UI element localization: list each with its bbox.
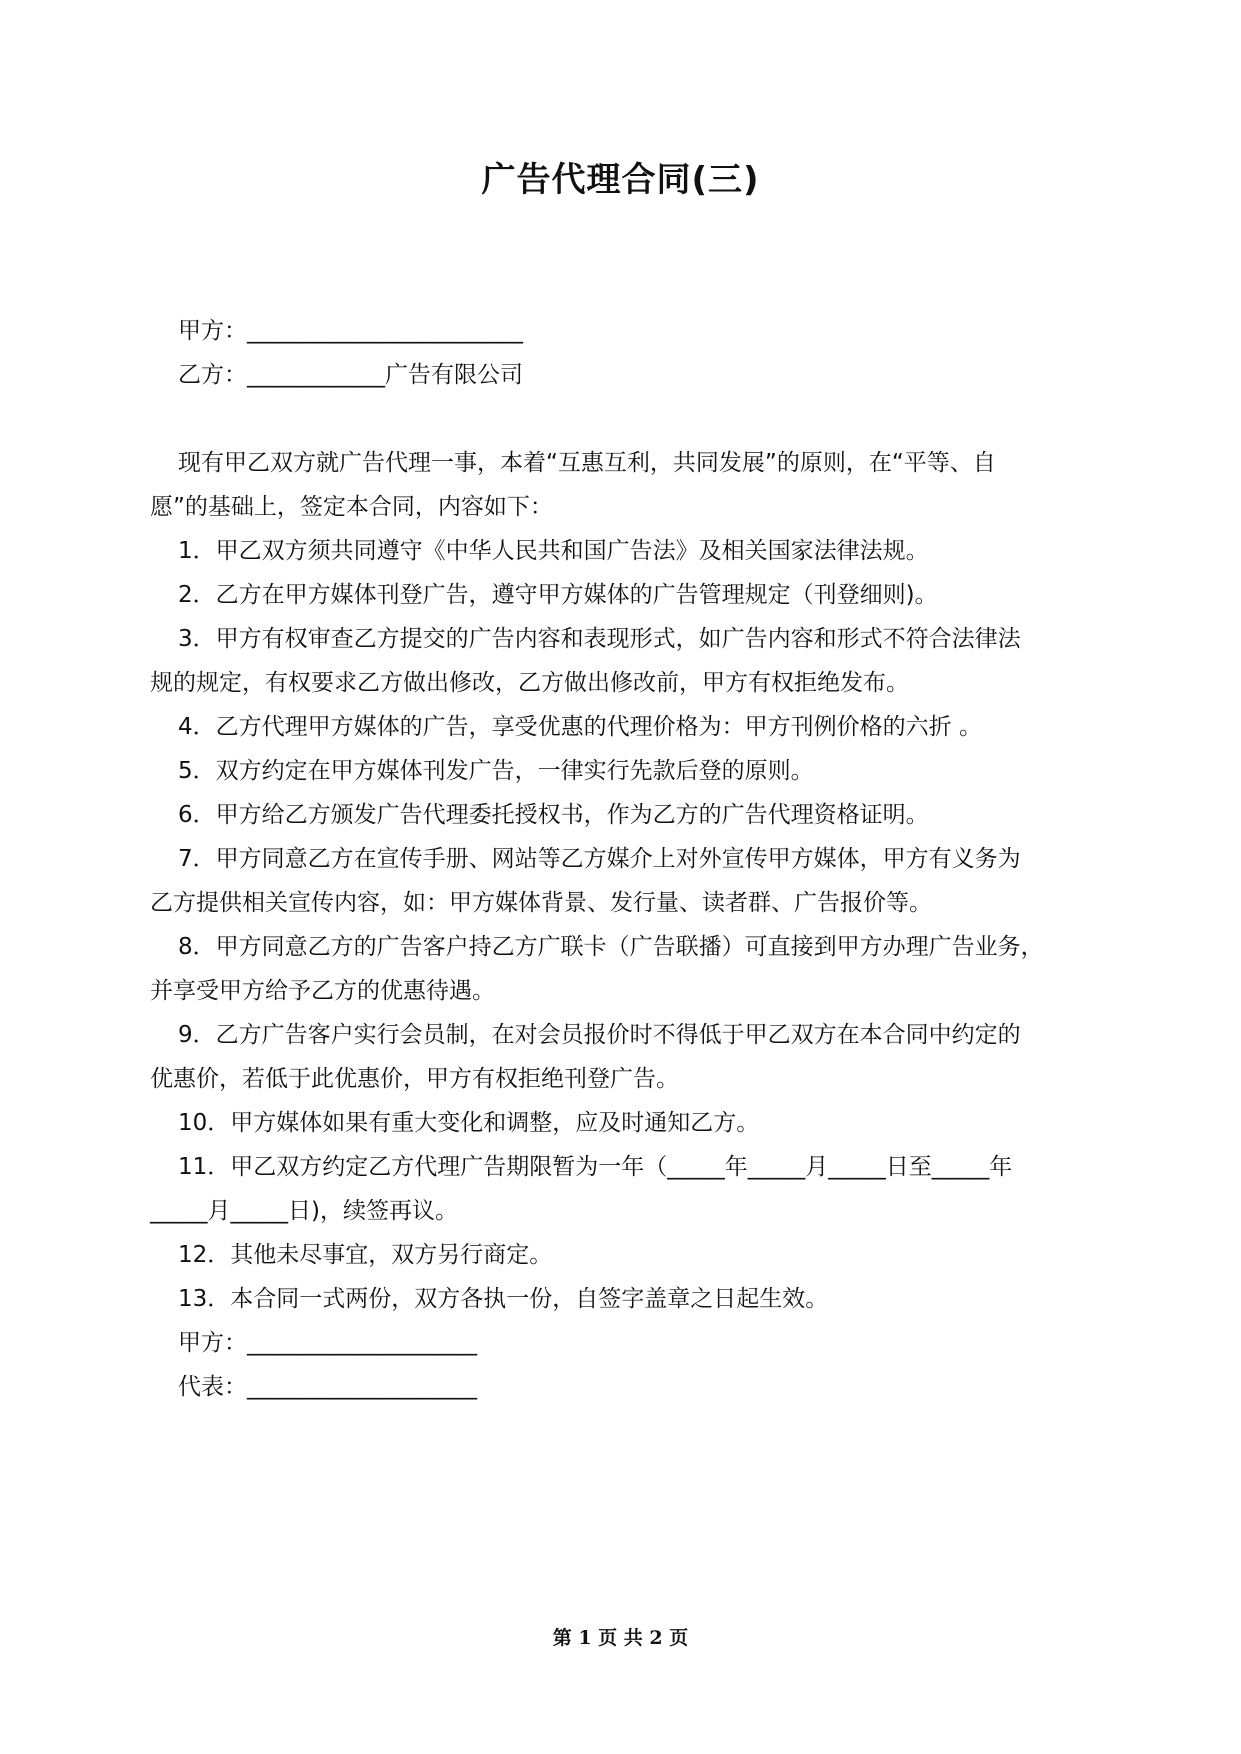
clause-7-line-2: 乙方提供相关宣传内容，如：甲方媒体背景、发行量、读者群、广告报价等。: [150, 890, 932, 916]
party-a-line: 甲方：________________________: [178, 318, 523, 344]
clause-10: 10．甲方媒体如果有重大变化和调整，应及时通知乙方。: [178, 1110, 760, 1136]
document-title: 广告代理合同(三): [481, 160, 760, 200]
intro-paragraph-line-2: 愿”的基础上，签定本合同，内容如下：: [150, 494, 553, 520]
clause-12: 12．其他未尽事宜，双方另行商定。: [178, 1242, 553, 1268]
clause-3-line-2: 规的规定，有权要求乙方做出修改，乙方做出修改前，甲方有权拒绝发布。: [150, 670, 909, 696]
clause-13: 13．本合同一式两份，双方各执一份，自签字盖章之日起生效。: [178, 1286, 829, 1312]
clause-11-line-1: 11．甲乙双方约定乙方代理广告期限暂为一年（_____年_____月_____日至_____年: [178, 1154, 1013, 1180]
intro-paragraph-line-1: 现有甲乙双方就广告代理一事，本着“互惠互利，共同发展”的原则，在“平等、自: [178, 450, 996, 476]
clause-3-line-1: 3．甲方有权审查乙方提交的广告内容和表现形式，如广告内容和形式不符合法律法: [178, 626, 1021, 652]
clause-11-line-2: _____月_____日)，续签再议。: [150, 1198, 458, 1224]
clause-8-line-2: 并享受甲方给予乙方的优惠待遇。: [150, 978, 495, 1004]
signature-party-a: 甲方：____________________: [178, 1330, 477, 1356]
clause-9-line-1: 9．乙方广告客户实行会员制，在对会员报价时不得低于甲乙双方在本合同中约定的: [178, 1022, 1021, 1048]
clause-5: 5．双方约定在甲方媒体刊发广告，一律实行先款后登的原则。: [178, 758, 814, 784]
signature-representative: 代表：____________________: [178, 1374, 477, 1400]
clause-7-line-1: 7．甲方同意乙方在宣传手册、网站等乙方媒介上对外宣传甲方媒体，甲方有义务为: [178, 846, 1021, 872]
clause-9-line-2: 优惠价，若低于此优惠价，甲方有权拒绝刊登广告。: [150, 1066, 679, 1092]
clause-8-line-1: 8．甲方同意乙方的广告客户持乙方广联卡（广告联播）可直接到甲方办理广告业务，: [178, 934, 1044, 960]
clause-6: 6．甲方给乙方颁发广告代理委托授权书，作为乙方的广告代理资格证明。: [178, 802, 929, 828]
party-b-line: 乙方：____________广告有限公司: [178, 362, 523, 388]
page-number-footer: 第 1 页 共 2 页: [552, 1627, 689, 1649]
clause-1: 1．甲乙双方须共同遵守《中华人民共和国广告法》及相关国家法律法规。: [178, 538, 929, 564]
clause-4: 4．乙方代理甲方媒体的广告，享受优惠的代理价格为：甲方刊例价格的六折 。: [178, 714, 982, 740]
clause-2: 2．乙方在甲方媒体刊登广告，遵守甲方媒体的广告管理规定（刊登细则)。: [178, 582, 938, 608]
